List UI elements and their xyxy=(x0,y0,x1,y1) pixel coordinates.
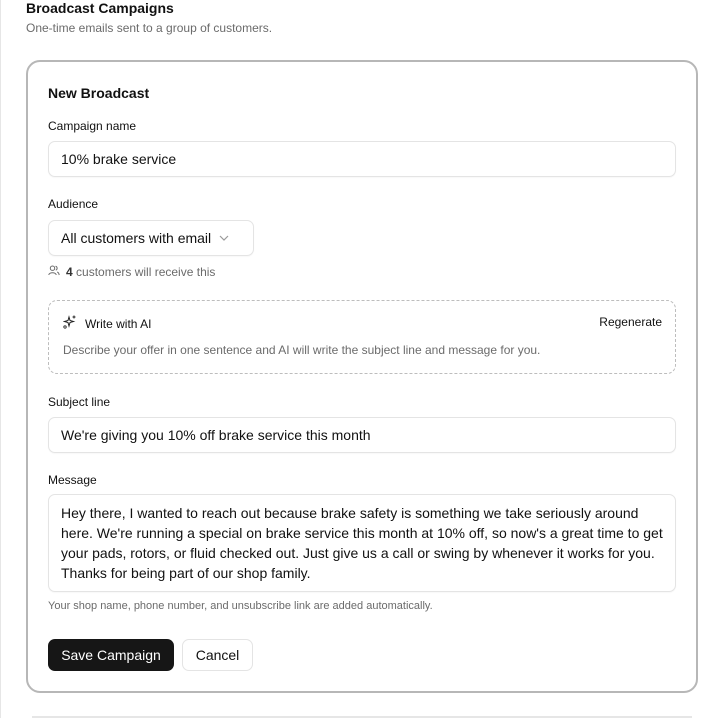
recipient-count-text: customers will receive this xyxy=(76,265,216,279)
ai-title: Write with AI xyxy=(85,316,152,331)
page-subtitle: One-time emails sent to a group of customers. xyxy=(26,21,273,35)
audience-selected-value: All customers with email xyxy=(61,230,212,246)
recipient-count xyxy=(48,265,215,279)
subject-line-label: Subject line xyxy=(48,395,111,409)
recipient-count-number: 4 xyxy=(66,265,73,279)
campaign-name-label: Campaign name xyxy=(48,119,137,133)
campaign-name-input[interactable]: 10% brake service xyxy=(48,141,676,177)
message-hint: Your shop name, phone number, and unsubscribe link are added automatically. xyxy=(48,600,433,612)
message-label: Message xyxy=(48,473,97,487)
card-title: New Broadcast xyxy=(48,85,150,101)
page-title: Broadcast Campaigns xyxy=(26,0,174,16)
left-divider xyxy=(0,0,1,718)
save-campaign-button[interactable]: Save Campaign xyxy=(48,639,174,671)
sparkles-icon xyxy=(63,315,77,332)
chevron-down-icon xyxy=(219,233,229,243)
users-icon xyxy=(48,265,60,279)
subject-line-input[interactable]: We're giving you 10% off brake service this month xyxy=(48,417,676,453)
ai-writer-panel xyxy=(48,300,676,374)
ai-description: Describe your offer in one sentence and AI will write the subject line and message for you. xyxy=(63,343,541,357)
regenerate-button[interactable]: Regenerate xyxy=(599,315,662,329)
audience-label: Audience xyxy=(48,197,99,211)
new-broadcast-card xyxy=(26,60,698,693)
message-textarea[interactable]: Hey there, I wanted to reach out because brake safety is something we take seriously around here. We're running a special on brake service this month at 10% off, so now's a great time to get your pads, rotors, or fluid checked out. Just give us a call or swing by whenever it works for you. Thanks for being part of our shop family. xyxy=(48,494,676,592)
audience-select[interactable] xyxy=(48,220,254,256)
cancel-button[interactable]: Cancel xyxy=(182,639,253,671)
